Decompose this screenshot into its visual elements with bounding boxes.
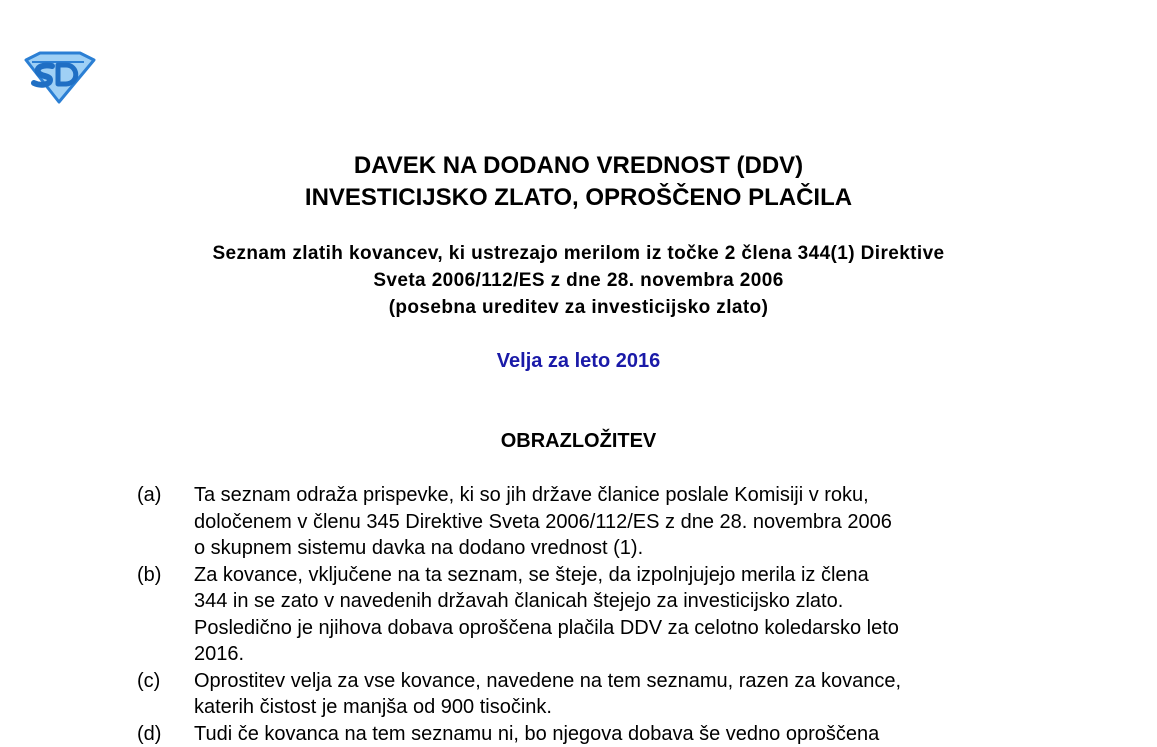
document-title-line-1: DAVEK NA DODANO VREDNOST (DDV) — [0, 151, 1157, 181]
subtitle-line: Seznam zlatih kovancev, ki ustrezajo merilom iz točke 2 člena 344(1) Direktive — [140, 240, 1017, 267]
item-line: Tudi če kovanca na tem seznamu ni, bo njegova dobava še vedno oproščena — [194, 721, 1037, 747]
item-text — [194, 721, 1037, 747]
item-text — [194, 562, 1037, 668]
item-label: (a) — [137, 482, 194, 562]
subtitle-line: (posebna ureditev za investicijsko zlato) — [140, 294, 1017, 321]
list-item — [137, 562, 1037, 668]
sd-logo-icon — [22, 50, 96, 104]
explanation-list — [137, 482, 1037, 747]
item-label: (d) — [137, 721, 194, 747]
item-line: Za kovance, vključene na ta seznam, se šteje, da izpolnjujejo merila iz člena — [194, 562, 1037, 589]
item-text — [194, 482, 1037, 562]
item-line: Ta seznam odraža prispevke, ki so jih države članice poslale Komisiji v roku, — [194, 482, 1037, 509]
item-line: o skupnem sistemu davka na dodano vrednost (1). — [194, 535, 1037, 562]
document-title-line-2: INVESTICIJSKO ZLATO, OPROŠČENO PLAČILA — [0, 183, 1157, 213]
document-subtitle — [140, 240, 1017, 321]
item-line: 2016. — [194, 641, 1037, 668]
item-label: (b) — [137, 562, 194, 668]
item-line: 344 in se zato v navedenih državah članicah štejejo za investicijsko zlato. — [194, 588, 1037, 615]
validity-year: Velja za leto 2016 — [0, 347, 1157, 375]
list-item — [137, 721, 1037, 747]
item-line: določenem v členu 345 Direktive Sveta 2006/112/ES z dne 28. novembra 2006 — [194, 509, 1037, 536]
list-item — [137, 668, 1037, 721]
item-text — [194, 668, 1037, 721]
subtitle-line: Sveta 2006/112/ES z dne 28. novembra 2006 — [140, 267, 1017, 294]
item-label: (c) — [137, 668, 194, 721]
list-item — [137, 482, 1037, 562]
item-line: Posledično je njihova dobava oproščena plačila DDV za celotno koledarsko leto — [194, 615, 1037, 642]
item-line: Oprostitev velja za vse kovance, navedene na tem seznamu, razen za kovance, — [194, 668, 1037, 695]
section-heading: OBRAZLOŽITEV — [0, 427, 1157, 455]
item-line: katerih čistost je manjša od 900 tisočink. — [194, 694, 1037, 721]
